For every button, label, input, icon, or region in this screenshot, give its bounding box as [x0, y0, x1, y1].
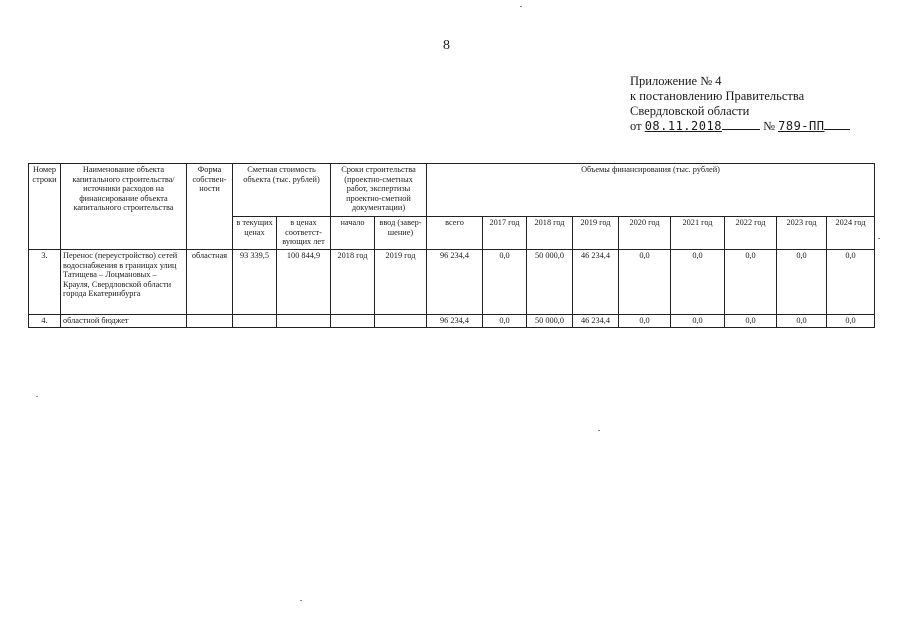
cell-total: 96 234,4: [427, 315, 483, 328]
scan-speck: [878, 238, 880, 239]
cell-year-value: 0,0: [725, 315, 777, 328]
cell-year-value: 50 000,0: [527, 315, 573, 328]
header-completion: ввод (завер-шение): [375, 217, 427, 250]
cell-cost-years: 100 844,9: [277, 250, 331, 315]
table-row: [29, 250, 875, 315]
table-row: [29, 315, 875, 328]
header-year: 2023 год: [777, 217, 827, 250]
header-start: начало: [331, 217, 375, 250]
appendix-region: Свердловской области: [630, 104, 750, 118]
header-year: 2024 год: [827, 217, 875, 250]
number-prefix: №: [763, 119, 775, 133]
cell-start: 2018 год: [331, 250, 375, 315]
cell-year-value: 0,0: [827, 315, 875, 328]
cell-year-value: 0,0: [671, 250, 725, 315]
cell-year-value: 0,0: [827, 250, 875, 315]
header-total: всего: [427, 217, 483, 250]
number-value: 789-ПП: [778, 119, 825, 133]
date-prefix: от: [630, 119, 642, 133]
cell-object-name: Перенос (переустройство) сетей водоснабжения в границах улиц Татищева – Лоцмановых – Крауля, Свердловской области города Екатеринбурга: [61, 250, 187, 315]
header-ownership: Форма собствен-ности: [187, 164, 233, 250]
cell-year-value: 46 234,4: [573, 250, 619, 315]
header-object-name: Наименование объекта капитального строительства/ источники расходов на финансирование объекта капитального строительства: [61, 164, 187, 250]
header-year-prices: в ценах соответст-вующих лет: [277, 217, 331, 250]
financing-table: [28, 163, 875, 328]
cell-year-value: 0,0: [671, 315, 725, 328]
cell-ownership: областная: [187, 250, 233, 315]
cell-year-value: 0,0: [619, 315, 671, 328]
cell-total: 96 234,4: [427, 250, 483, 315]
header-row-number: Номер строки: [29, 164, 61, 250]
scan-speck: [36, 396, 38, 397]
appendix-header: [630, 74, 850, 134]
cell-year-value: 46 234,4: [573, 315, 619, 328]
header-year: 2017 год: [483, 217, 527, 250]
cell-row-number: 3.: [29, 250, 61, 315]
cell-cost-years: [277, 315, 331, 328]
header-construction-period: Сроки строительства (проектно-сметных работ, экспертизы проектно-сметной документации): [331, 164, 427, 217]
cell-year-value: 50 000,0: [527, 250, 573, 315]
cell-year-value: 0,0: [777, 250, 827, 315]
header-current-prices: в текущих ценах: [233, 217, 277, 250]
cell-cost-current: 93 339,5: [233, 250, 277, 315]
cell-start: [331, 315, 375, 328]
header-year: 2018 год: [527, 217, 573, 250]
cell-row-number: 4.: [29, 315, 61, 328]
cell-year-value: 0,0: [777, 315, 827, 328]
cell-year-value: 0,0: [619, 250, 671, 315]
header-year: 2019 год: [573, 217, 619, 250]
cell-object-name: областной бюджет: [61, 315, 187, 328]
scan-speck: [520, 6, 522, 7]
header-estimated-cost: Сметная стоимость объекта (тыс. рублей): [233, 164, 331, 217]
date-value: 08.11.2018: [644, 119, 722, 133]
cell-year-value: 0,0: [483, 250, 527, 315]
header-year: 2021 год: [671, 217, 725, 250]
cell-completion: 2019 год: [375, 250, 427, 315]
cell-cost-current: [233, 315, 277, 328]
appendix-title: Приложение № 4: [630, 74, 722, 88]
cell-year-value: 0,0: [483, 315, 527, 328]
cell-ownership: [187, 315, 233, 328]
scan-speck: [300, 600, 302, 601]
cell-year-value: 0,0: [725, 250, 777, 315]
appendix-resolution: к постановлению Правительства: [630, 89, 805, 103]
header-year: 2020 год: [619, 217, 671, 250]
header-financing: Объемы финансирования (тыс. рублей): [427, 164, 875, 217]
cell-completion: [375, 315, 427, 328]
header-year: 2022 год: [725, 217, 777, 250]
appendix-date-line: [630, 119, 850, 134]
scan-speck: [598, 430, 600, 431]
page-number: 8: [443, 38, 450, 53]
